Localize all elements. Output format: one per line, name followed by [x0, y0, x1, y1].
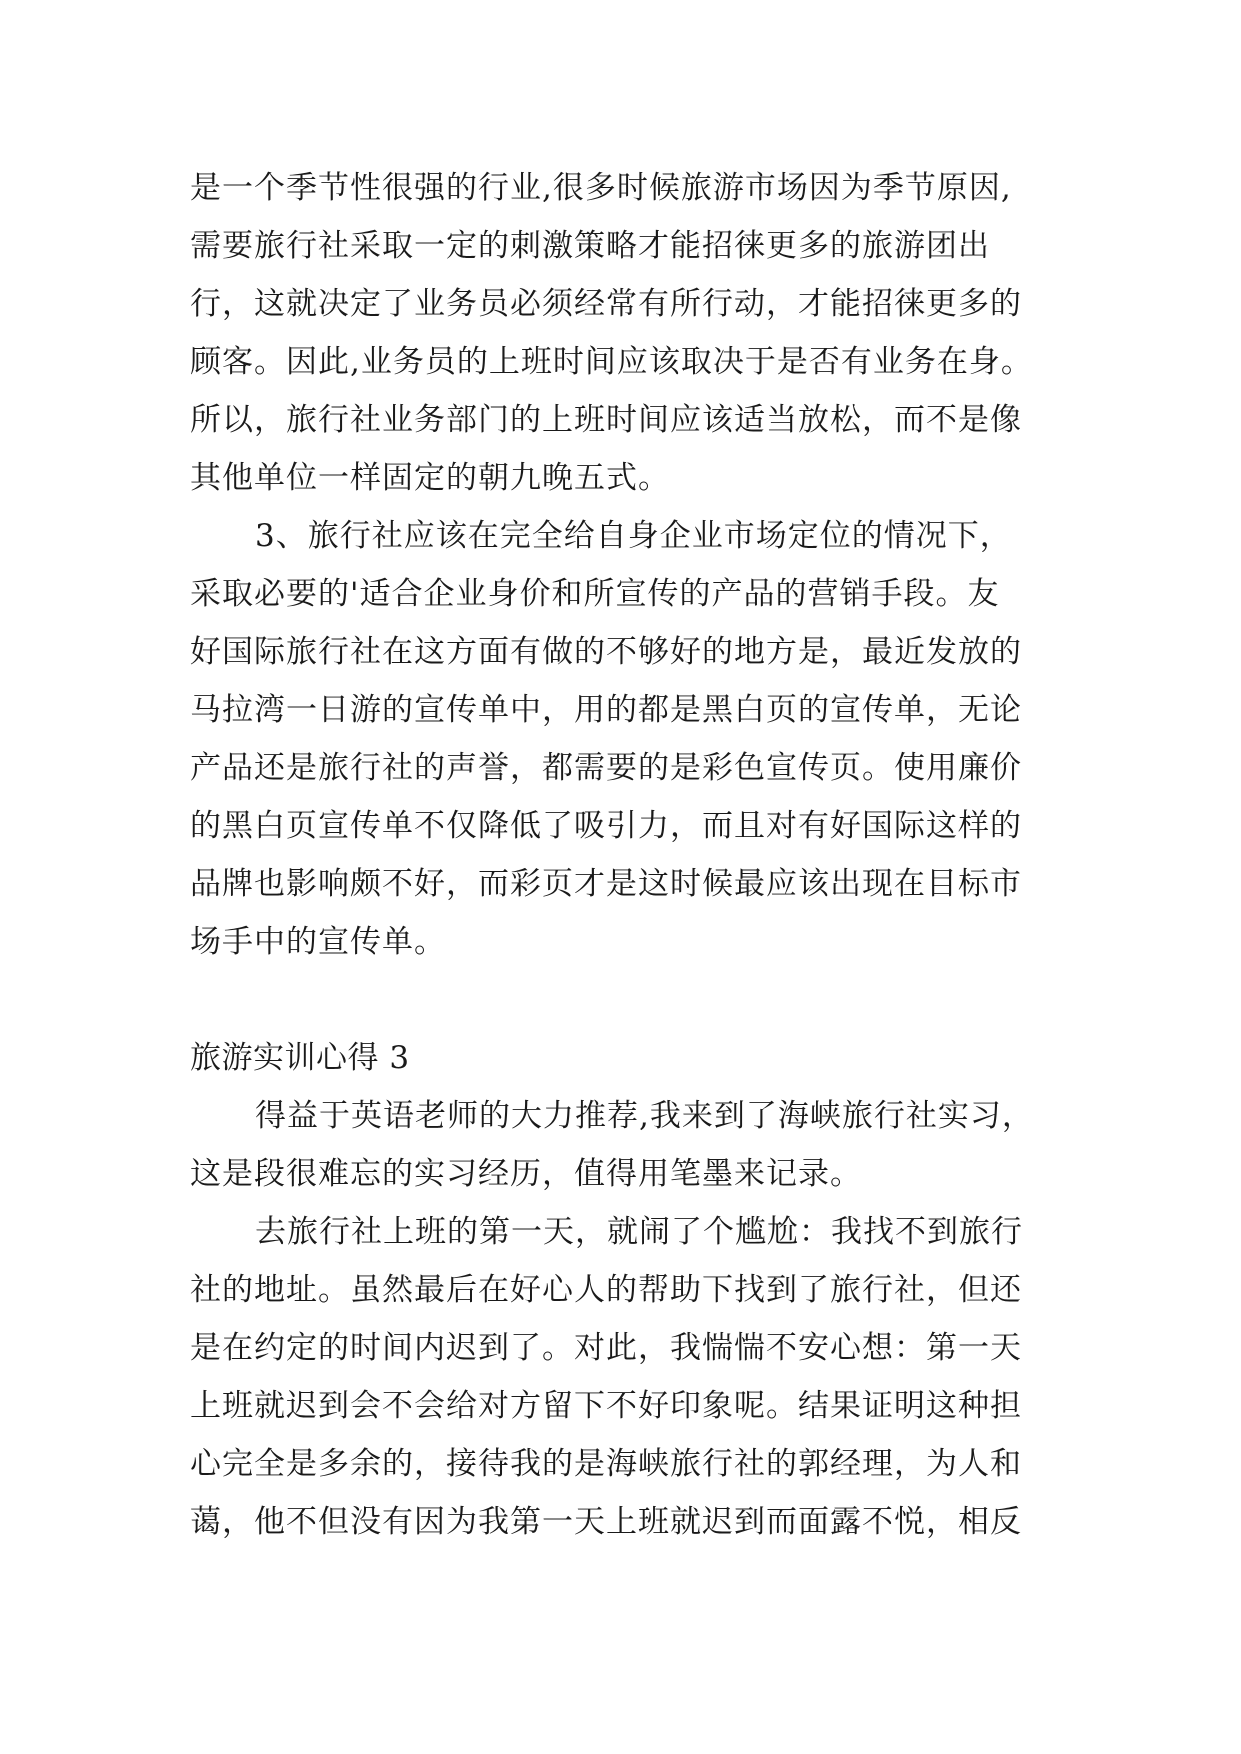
- paragraph-line: 这是段很难忘的实习经历，值得用笔墨来记录。: [190, 1156, 862, 1192]
- section-heading: 旅游实训心得 3: [190, 1040, 410, 1076]
- paragraph-line: 得益于英语老师的大力推荐,我来到了海峡旅行社实习，: [255, 1098, 1034, 1134]
- paragraph-line: 顾客。因此,业务员的上班时间应该取决于是否有业务在身。: [190, 344, 1033, 380]
- paragraph-line: 去旅行社上班的第一天，就闹了个尴尬：我找不到旅行: [255, 1214, 1023, 1250]
- paragraph-line: 心完全是多余的，接待我的是海峡旅行社的郭经理，为人和: [190, 1446, 1022, 1482]
- paragraph-line: 其他单位一样固定的朝九晚五式。: [190, 460, 670, 496]
- paragraph-line: 采取必要的'适合企业身价和所宣传的产品的营销手段。友: [190, 576, 1000, 612]
- paragraph-line: 蔼，他不但没有因为我第一天上班就迟到而面露不悦，相反: [190, 1504, 1022, 1540]
- paragraph-line: 是一个季节性很强的行业,很多时候旅游市场因为季节原因,: [190, 170, 1012, 206]
- paragraph-line: 产品还是旅行社的声誉，都需要的是彩色宣传页。使用廉价: [190, 750, 1022, 786]
- paragraph-line: 的黑白页宣传单不仅降低了吸引力，而且对有好国际这样的: [190, 808, 1022, 844]
- paragraph-line: 行，这就决定了业务员必须经常有所行动，才能招徕更多的: [190, 286, 1022, 322]
- paragraph-line: 需要旅行社采取一定的刺激策略才能招徕更多的旅游团出: [190, 228, 990, 264]
- paragraph-line: 马拉湾一日游的宣传单中，用的都是黑白页的宣传单，无论: [190, 692, 1022, 728]
- paragraph-line: 好国际旅行社在这方面有做的不够好的地方是，最近发放的: [190, 634, 1022, 670]
- paragraph-line: 是在约定的时间内迟到了。对此，我惴惴不安心想：第一天: [190, 1330, 1022, 1366]
- paragraph-line: 社的地址。虽然最后在好心人的帮助下找到了旅行社，但还: [190, 1272, 1022, 1308]
- paragraph-line: 所以，旅行社业务部门的上班时间应该适当放松，而不是像: [190, 402, 1022, 438]
- paragraph-line: 品牌也影响颇不好，而彩页才是这时候最应该出现在目标市: [190, 866, 1022, 902]
- paragraph-line: 场手中的宣传单。: [190, 924, 446, 960]
- paragraph-line: 上班就迟到会不会给对方留下不好印象呢。结果证明这种担: [190, 1388, 1022, 1424]
- paragraph-line: 3、旅行社应该在完全给自身企业市场定位的情况下，: [255, 518, 1012, 554]
